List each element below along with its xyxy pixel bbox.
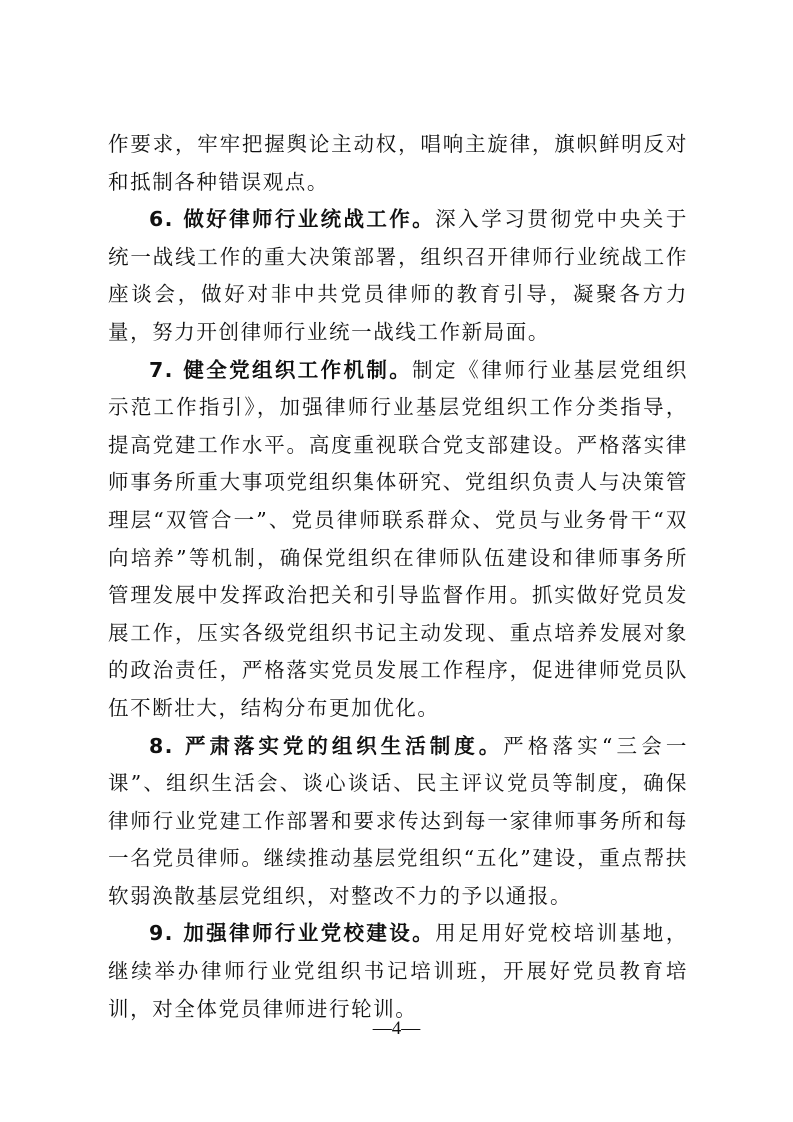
item-heading: 9. 加强律师行业党校建设。 (149, 921, 436, 946)
item-heading: 6. 做好律师行业统战工作。 (149, 207, 436, 232)
paragraph-continuation (108, 126, 688, 201)
paragraph-item-6 (108, 201, 688, 351)
page-number: —4— (372, 1018, 421, 1039)
paragraph-text: 制定《律师行业基层党组织示范工作指引》，加强律师行业基层党组织工作分类指导，提高党建工作水平。高度重视联合党支部建设。严格落实律师事务所重大事项党组织集体研究、党组织负责人与决策管理层“双管合一”、党员律师联系群众、党员与业务骨干“双向培养”等机制，确保党组织在律师队伍建设和律师事务所管理发展中发挥政治把关和引导监督作用。抓实做好党员发展工作，压实各级党组织书记主动发现、重点培养发展对象的政治责任，严格落实党员发展工作程序，促进律师党员队伍不断壮大，结构分布更加优化。 (108, 357, 688, 720)
item-heading: 8. 严肃落实党的组织生活制度。 (149, 733, 504, 758)
paragraph-text: 用足用好党校培训基地，继续举办律师行业党组织书记培训班，开展好党员教育培训，对全体党员律师进行轮训。 (108, 921, 688, 1021)
paragraph-text: 作要求，牢牢把握舆论主动权，唱响主旋律，旗帜鲜明反对和抵制各种错误观点。 (108, 132, 688, 194)
paragraph-item-8 (108, 728, 688, 916)
paragraph-item-9 (108, 915, 688, 1028)
paragraph-text: 严格落实“三会一课”、组织生活会、谈心谈话、民主评议党员等制度，确保律师行业党建工作部署和要求传达到每一家律师事务所和每一名党员律师。继续推动基层党组织“五化”建设，重点帮扶软弱涣散基层党组织，对整改不力的予以通报。 (108, 733, 688, 908)
paragraph-item-7 (108, 352, 688, 728)
paragraph-text: 深入学习贯彻党中央关于统一战线工作的重大决策部署，组织召开律师行业统战工作座谈会，做好对非中共党员律师的教育引导，凝聚各方力量，努力开创律师行业统一战线工作新局面。 (108, 207, 688, 344)
document-body (108, 126, 688, 1028)
item-heading: 7. 健全党组织工作机制。 (149, 357, 413, 382)
